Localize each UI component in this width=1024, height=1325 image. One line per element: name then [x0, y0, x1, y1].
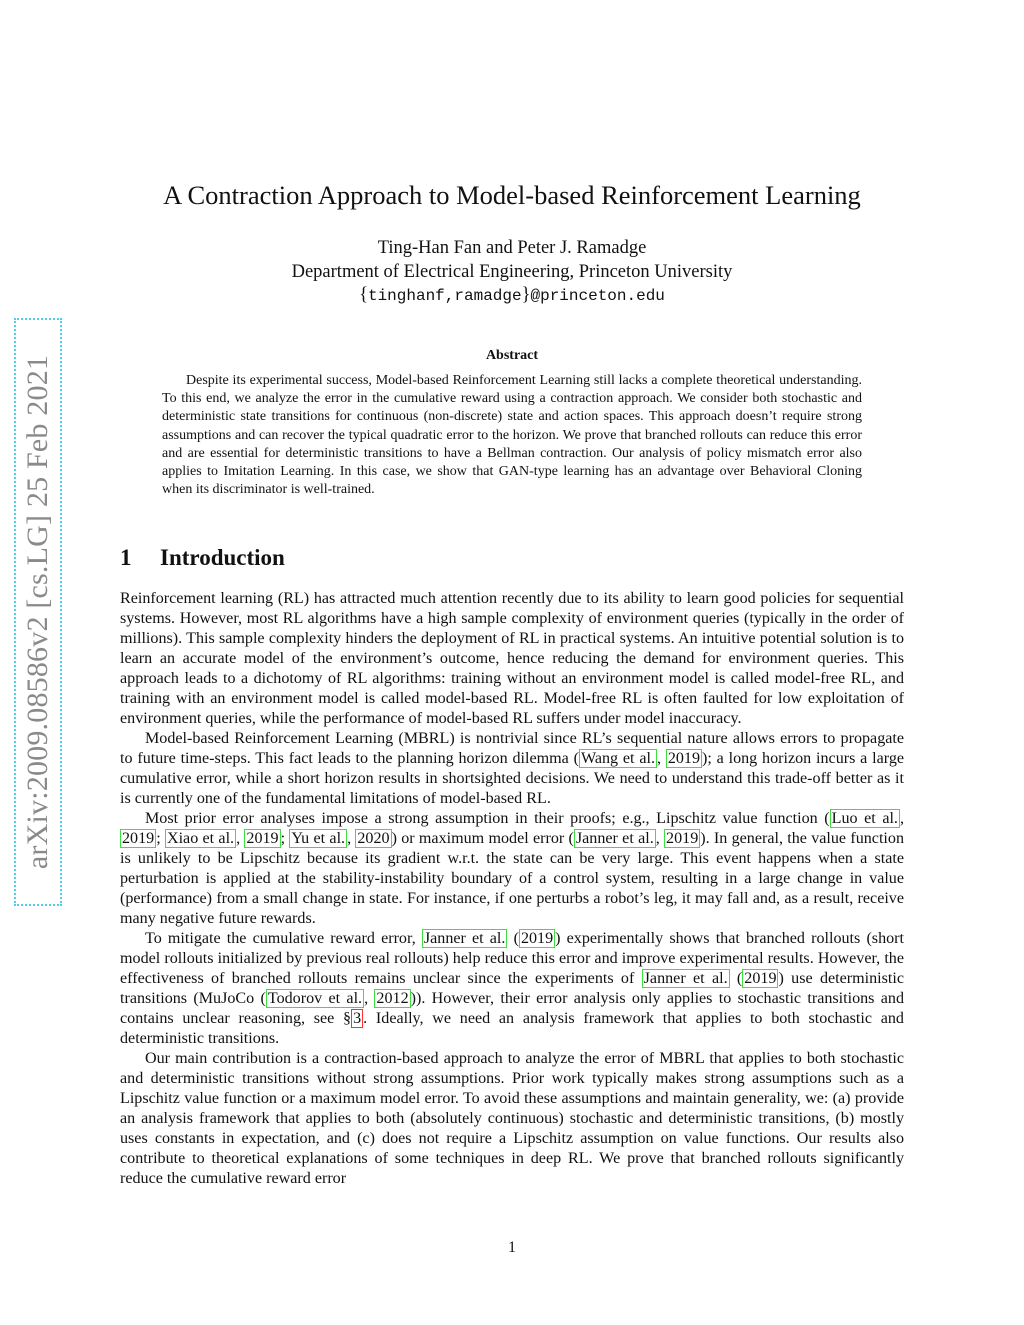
text-run: ,: [656, 750, 666, 767]
paragraph-1: Reinforcement learning (RL) has attracted much attention recently due to its ability to learn good policies for sequential systems. However, most RL algorithms have a high sample complexity of environment queries (typically in the order of millions). This sample complexity hinders the deployment of RL in practical systems. An intuitive potential solution is to learn an accurate model of the environment’s outcome, hence reducing the demand for environment queries. This approach leads to a dichotomy of RL algorithms: training without an environment model is called model-free RL, and training with an environment model is called model-based RL. Model-free RL is often faulted for low exploitation of environment queries, while the performance of model-based RL suffers under model inaccuracy.: [120, 590, 904, 727]
author-affiliation: Department of Electrical Engineering, Princeton University: [291, 262, 733, 282]
citation-link[interactable]: Yu et al.: [291, 830, 346, 847]
text-run: ) experimentally shows that branched rollouts (short model rollouts initialized by previous real rollouts) help reduce this error and improve experimental results. However, the effectiveness of branched rollouts remains unclear since the experiments of: [120, 930, 904, 987]
text-run: ); a long horizon incurs a large cumulative error, while a short horizon results in shortsighted decisions. We need to understand this trade-off better as it is currently one of the fundamental limitations of model-based RL.: [120, 750, 905, 807]
page-number: 1: [508, 1239, 516, 1256]
citation-year-link[interactable]: 2019: [667, 750, 701, 767]
email-brace-close: }: [521, 285, 531, 305]
arxiv-stamp[interactable]: [14, 318, 62, 906]
paragraph-3: [120, 809, 904, 929]
email-users: tinghanf,ramadge: [367, 287, 522, 305]
citation-link[interactable]: Janner et al.: [423, 930, 506, 947]
citation-link[interactable]: Luo et al.: [831, 810, 898, 827]
citation-year-link[interactable]: 2019: [520, 930, 554, 947]
citation-year-link[interactable]: 2019: [666, 830, 699, 847]
text-run: (: [729, 970, 743, 987]
text-run: ,: [655, 830, 665, 847]
citation-year-link[interactable]: 2019: [744, 970, 777, 987]
text-run: (: [507, 930, 519, 947]
author-email[interactable]: [110, 285, 914, 306]
intro-body: [120, 589, 904, 1189]
citation-year-link[interactable]: 2020: [357, 830, 390, 847]
text-run: To mitigate the cumulative reward error,: [145, 930, 422, 947]
text-run: )). However, their error analysis only applies to stochastic transitions and contains unclear reasoning, see §: [120, 990, 904, 1027]
citation-link[interactable]: Janner et al.: [575, 830, 654, 847]
text-run: ) use deterministic transitions (MuJoCo (: [120, 970, 904, 1007]
section-title: Introduction: [160, 545, 285, 570]
abstract-text: Despite its experimental success, Model-based Reinforcement Learning still lacks a complete theoretical understanding. To this end, we analyze the error in the cumulative reward using a contraction approach. We consider both stochastic and deterministic state transitions for continuous (non-discrete) state and action spaces. This approach doesn’t require strong assumptions and can recover the typical quadratic error to the horizon. We prove that branched rollouts can reduce this error and are essential for deterministic transitions to have a Bellman contraction. Our analysis of policy mismatch error also applies to Imitation Learning. In this case, we show that GAN-type learning has an advantage over Behavioral Cloning when its discriminator is well-trained.: [162, 373, 862, 498]
citation-year-link[interactable]: 2012: [376, 990, 409, 1007]
paper-title: A Contraction Approach to Model-based Reinforcement Learning: [163, 180, 861, 210]
text-run: Model-based Reinforcement Learning (MBRL) is nontrivial since RL’s sequential nature allows errors to propagate to future time-steps. This fact leads to the planning horizon dilemma (: [120, 730, 904, 767]
text-run: ,: [347, 830, 356, 847]
section-number: 1: [120, 545, 132, 570]
text-run: . Ideally, we need an analysis framework that applies to both stochastic and deterministic transitions.: [120, 1010, 904, 1047]
citation-link[interactable]: Xiao et al.: [166, 830, 235, 847]
section-ref-link[interactable]: 3: [353, 1010, 362, 1027]
text-run: ,: [236, 830, 245, 847]
text-run: ) or maximum model error (: [391, 830, 574, 847]
paragraph-2: [120, 729, 904, 809]
text-run: Most prior error analyses impose a strong assumption in their proofs; e.g., Lipschitz value function (: [145, 810, 830, 827]
abstract-heading: Abstract: [485, 348, 539, 363]
citation-year-link[interactable]: 2019: [246, 830, 279, 847]
text-run: ;: [156, 830, 165, 847]
paper-authors: Ting-Han Fan and Peter J. Ramadge: [377, 238, 647, 258]
citation-link[interactable]: Todorov et al.: [267, 990, 363, 1007]
paragraph-5: Our main contribution is a contraction-based approach to analyze the error of MBRL that applies to both stochastic and deterministic transitions without strong assumptions. Prior work typically makes strong assumptions such as a Lipschitz value function or a maximum model error. To avoid these assumptions and maintain generality, we: (a) provide an analysis framework that applies to both (absolutely continuous) stochastic and deterministic transitions, (b) mostly uses constants in expectation, and (c) does not require a Lipschitz assumption on value functions. Our results also contribute to theoretical explanations of some techniques in deep RL. We prove that branched rollouts significantly reduce the cumulative reward error: [120, 1050, 904, 1187]
citation-link[interactable]: Wang et al.: [580, 750, 655, 767]
paragraph-4: [120, 929, 904, 1049]
text-run: ,: [899, 810, 904, 827]
citation-year-link[interactable]: 2019: [122, 830, 155, 847]
text-run: ). In general, the value function is unlikely to be Lipschitz because its gradient w.r.t. the state can be very large. This event happens when a state perturbation is applied at the stability-instability boundary of a control system, resulting in a large change in value (performance) from a small change in state. For instance, if one perturbs a robot’s leg, it may fall and, as a result, receive many negative future rewards.: [120, 830, 904, 927]
text-run: ;: [280, 830, 290, 847]
email-domain: @princeton.edu: [530, 287, 665, 305]
section-heading: [120, 545, 285, 571]
text-run: ,: [364, 990, 375, 1007]
email-brace-open: {: [359, 285, 368, 305]
arxiv-identifier: arXiv:2009.08586v2 [cs.LG] 25 Feb 2021: [21, 354, 54, 870]
citation-link[interactable]: Janner et al.: [643, 970, 728, 987]
